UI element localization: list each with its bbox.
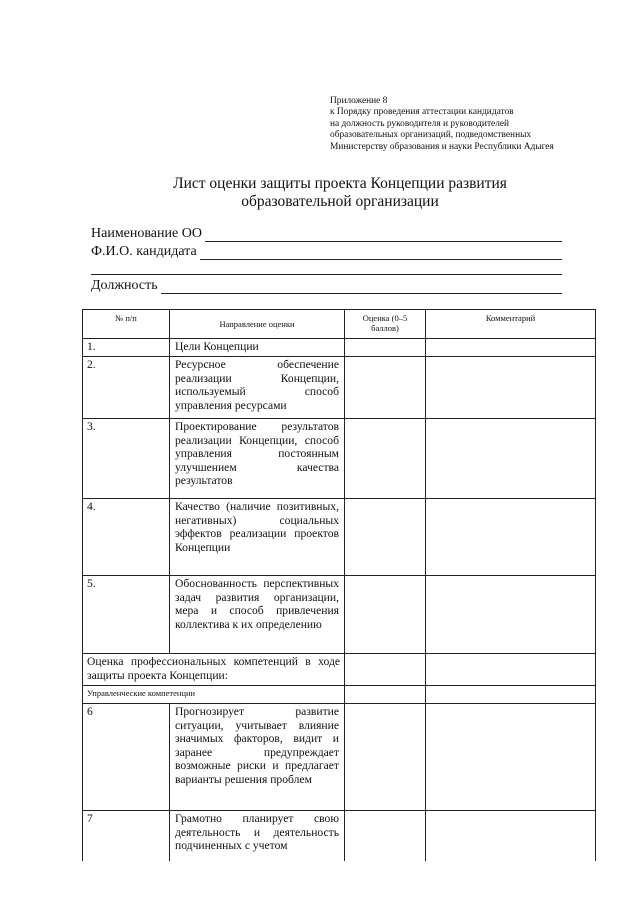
document-title [80, 175, 600, 211]
subsection-row [83, 686, 596, 704]
comment-cell[interactable] [426, 811, 596, 861]
row-direction: Проектирование результатов реализации Концепции, способ управления постоянным улучшением качества результатов [170, 419, 345, 499]
row-direction: Качество (наличие позитивных, негативных) социальных эффектов реализации проектов Концепции [170, 499, 345, 576]
row-direction: Грамотно планирует свою деятельность и деятельность подчиненных с учетом [170, 811, 345, 861]
table-row [83, 419, 596, 499]
table-row [83, 576, 596, 654]
comment-cell[interactable] [426, 576, 596, 654]
comment-cell[interactable] [426, 704, 596, 811]
row-direction: Ресурсное обеспечение реализации Концепции, используемый способ управления ресурсами [170, 357, 345, 419]
org-name-line[interactable] [205, 227, 562, 242]
blank-line [91, 274, 562, 275]
table-header-row [83, 310, 596, 339]
score-cell[interactable] [345, 686, 426, 704]
table-row [83, 499, 596, 576]
title-line-1: Лист оценки защиты проекта Концепции развития [173, 175, 507, 192]
section-heading: Оценка профессиональных компетенций в ходе защиты проекта Концепции: [83, 654, 345, 686]
score-cell[interactable] [345, 576, 426, 654]
table-row [83, 339, 596, 357]
org-name-field[interactable] [91, 224, 562, 242]
appendix-line: к Порядку проведения аттестации кандидатов [330, 107, 514, 118]
evaluation-table [82, 309, 596, 861]
row-num: 3. [83, 419, 170, 499]
header-direction: Направление оценки [170, 310, 345, 339]
header-num: № п/п [83, 310, 170, 339]
appendix-line: на должность руководителя и руководителей [330, 118, 510, 129]
header-comment: Комментарий [426, 310, 596, 339]
score-cell[interactable] [345, 811, 426, 861]
comment-cell[interactable] [426, 339, 596, 357]
row-num: 5. [83, 576, 170, 654]
table-row [83, 357, 596, 419]
row-num: 7 [83, 811, 170, 861]
table-row [83, 811, 596, 861]
comment-cell[interactable] [426, 357, 596, 419]
candidate-name-label: Ф.И.О. кандидата [91, 244, 197, 259]
candidate-name-field[interactable] [91, 242, 562, 260]
appendix-line: Министерству образования и науки Республики Адыгея [330, 141, 554, 152]
comment-cell[interactable] [426, 686, 596, 704]
subsection-heading: Управленческие компетенции [83, 686, 345, 704]
header-score: Оценка (0–5 баллов) [345, 310, 426, 339]
row-num: 6 [83, 704, 170, 811]
title-line-2: образовательной организации [241, 193, 439, 210]
appendix-line: образовательных организаций, подведомственных [330, 130, 532, 141]
candidate-name-line[interactable] [200, 245, 562, 260]
comment-cell[interactable] [426, 654, 596, 686]
section-row [83, 654, 596, 686]
score-cell[interactable] [345, 499, 426, 576]
score-cell[interactable] [345, 339, 426, 357]
score-cell[interactable] [345, 357, 426, 419]
position-label: Должность [91, 278, 158, 293]
score-cell[interactable] [345, 654, 426, 686]
score-cell[interactable] [345, 419, 426, 499]
row-num: 1. [83, 339, 170, 357]
row-num: 2. [83, 357, 170, 419]
row-direction: Обоснованность перспективных задач развития организации, мера и способ привлечения коллектива к их определению [170, 576, 345, 654]
appendix-line: Приложение 8 [330, 96, 388, 106]
comment-cell[interactable] [426, 499, 596, 576]
appendix-note [330, 96, 630, 153]
comment-cell[interactable] [426, 419, 596, 499]
position-field[interactable] [91, 276, 562, 294]
org-name-label: Наименование ОО [91, 226, 202, 241]
table-row [83, 704, 596, 811]
row-direction: Прогнозирует развитие ситуации, учитывает влияние значимых факторов, видит и заранее предупреждает возможные риски и предлагает варианты решения проблем [170, 704, 345, 811]
position-line[interactable] [161, 279, 562, 294]
row-direction: Цели Концепции [170, 339, 345, 357]
score-cell[interactable] [345, 704, 426, 811]
row-num: 4. [83, 499, 170, 576]
